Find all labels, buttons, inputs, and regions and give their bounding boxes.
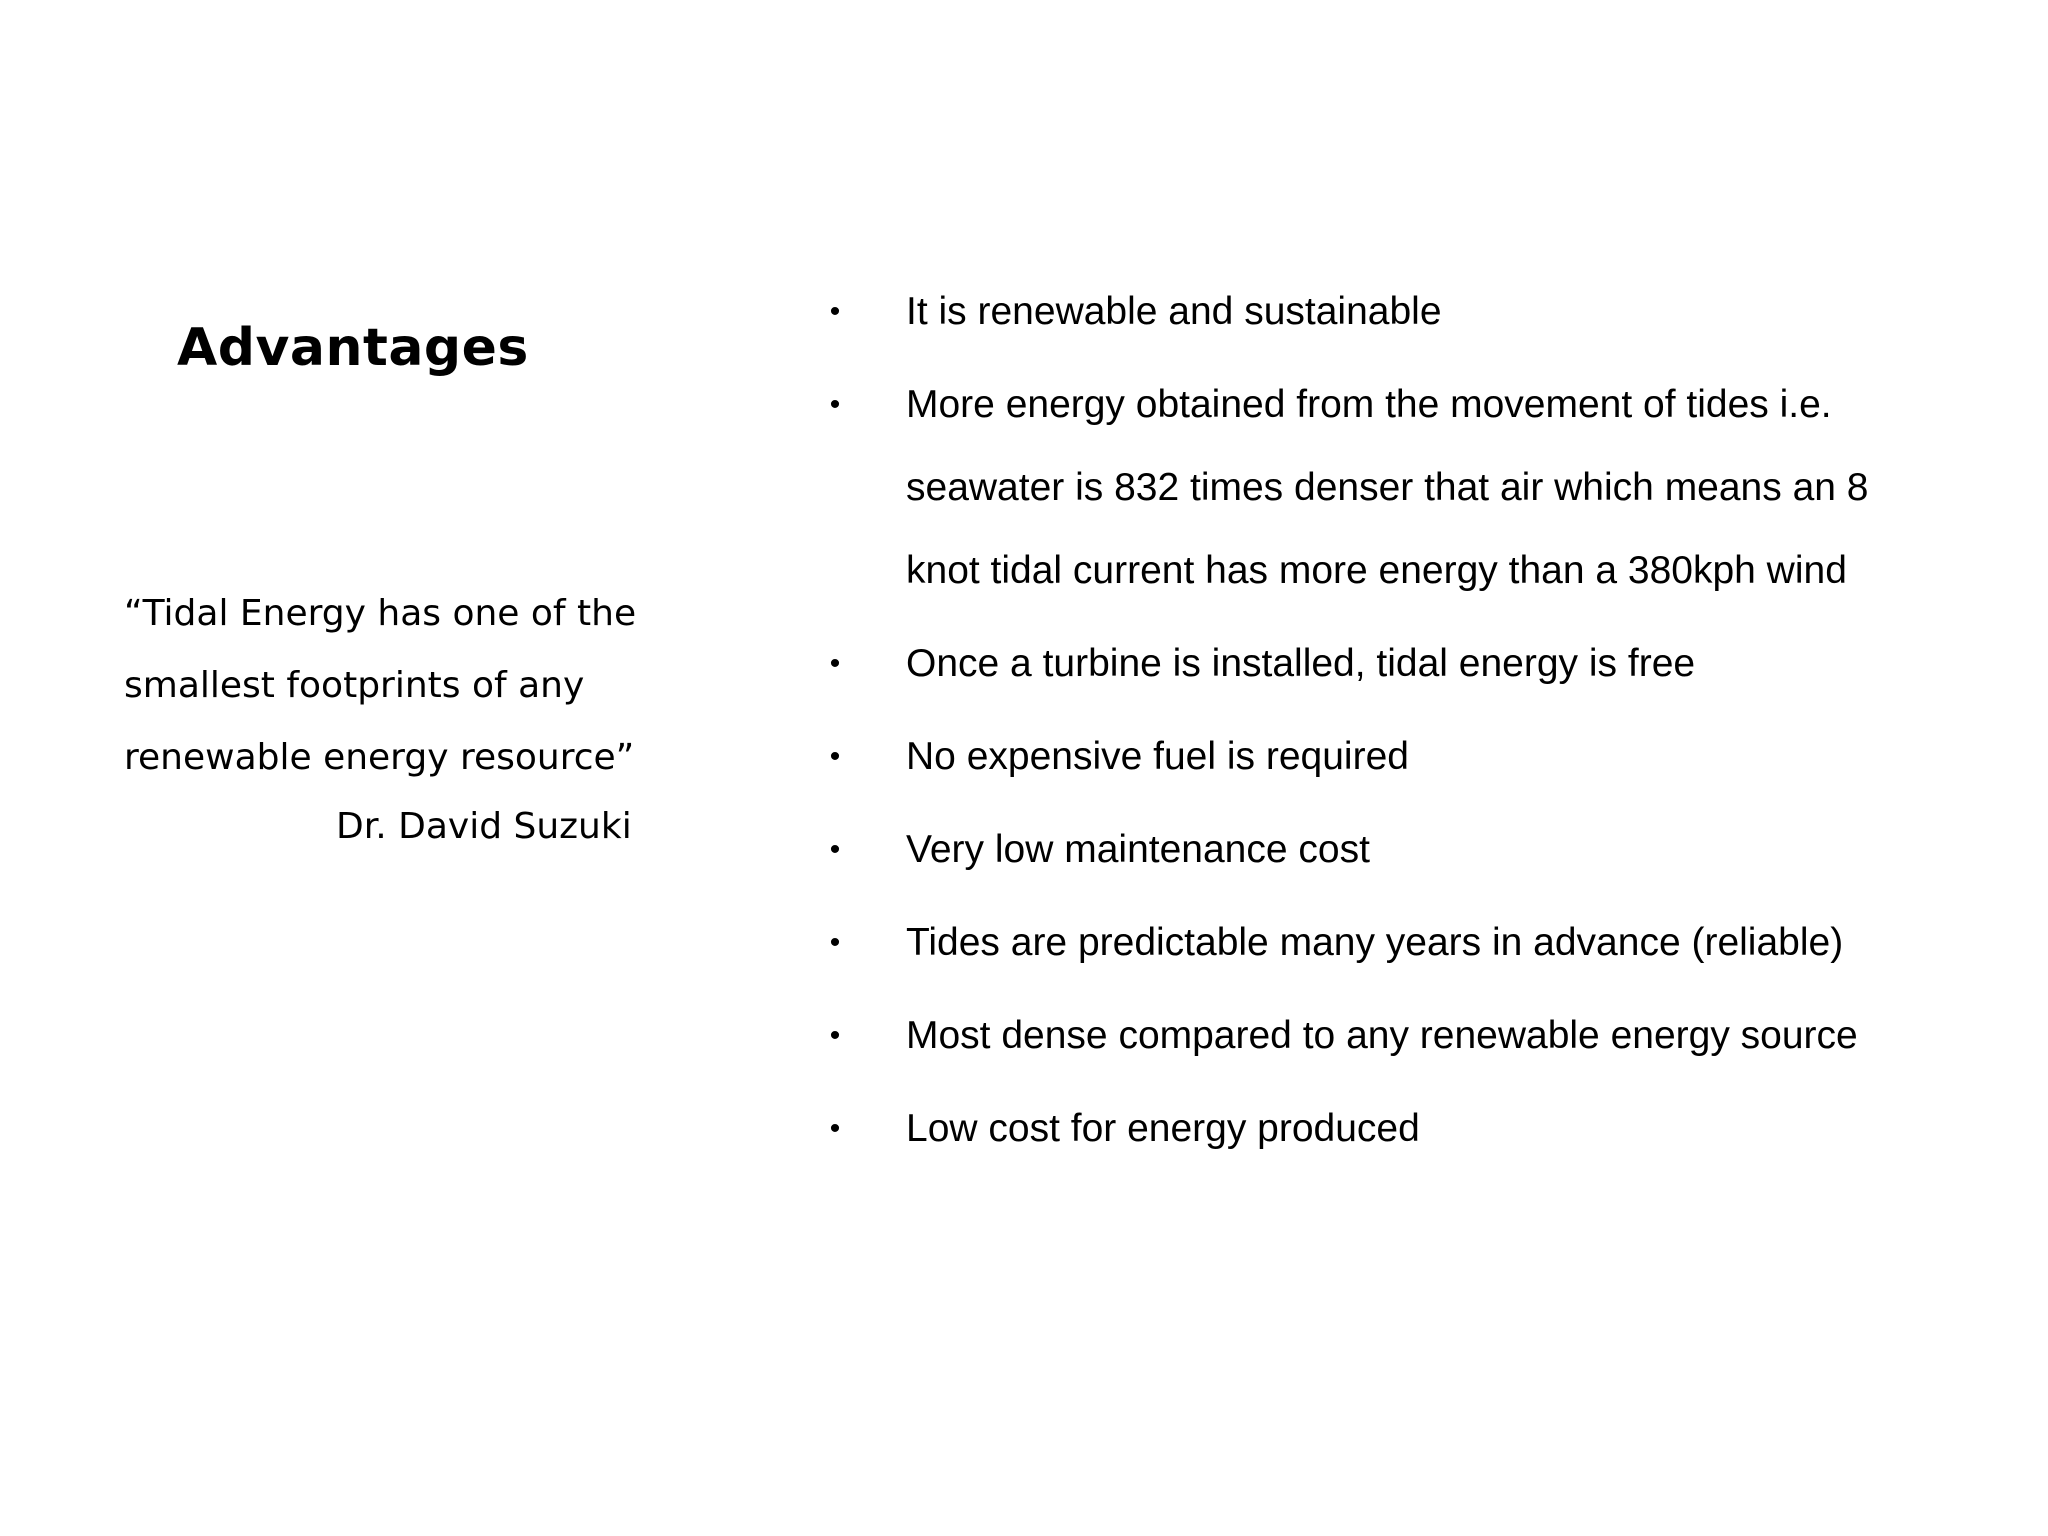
list-item-text bbox=[906, 1087, 2000, 1170]
list-item-text bbox=[906, 808, 2000, 891]
list-item bbox=[820, 363, 2000, 612]
list-item bbox=[820, 901, 2000, 984]
bullet-icon: • bbox=[829, 926, 841, 959]
list-item bbox=[820, 994, 2000, 1077]
list-item-text bbox=[906, 901, 2000, 984]
bullet-icon: • bbox=[829, 1019, 841, 1052]
list-item-line: Low cost for energy produced bbox=[906, 1107, 1420, 1150]
bullet-icon: • bbox=[829, 295, 841, 328]
list-item-text bbox=[906, 994, 2000, 1077]
quote bbox=[124, 578, 684, 794]
list-item bbox=[820, 270, 2000, 353]
list-item-text bbox=[906, 715, 2000, 798]
bullet-icon: • bbox=[829, 833, 841, 866]
list-item-line: It is renewable and sustainable bbox=[906, 290, 1442, 333]
quote-line: “Tidal Energy has one of the bbox=[124, 593, 637, 634]
quote-author: Dr. David Suzuki bbox=[336, 806, 632, 847]
list-item-line: Very low maintenance cost bbox=[906, 828, 1370, 871]
quote-line: smallest footprints of any bbox=[124, 665, 585, 706]
list-item-line: More energy obtained from the movement of tides i.e. bbox=[906, 383, 1832, 426]
quote-line: renewable energy resource” bbox=[124, 737, 635, 778]
list-item bbox=[820, 808, 2000, 891]
advantages-list bbox=[820, 270, 2000, 1180]
list-item-line: Once a turbine is installed, tidal energy is free bbox=[906, 642, 1696, 685]
list-item-line: Tides are predictable many years in advance (reliable) bbox=[906, 921, 1844, 964]
list-item-text bbox=[906, 270, 2000, 353]
bullet-icon: • bbox=[829, 647, 841, 680]
list-item bbox=[820, 1087, 2000, 1170]
list-item bbox=[820, 715, 2000, 798]
list-item-line: Most dense compared to any renewable energy source bbox=[906, 1014, 1858, 1057]
list-item-line: knot tidal current has more energy than a 380kph wind bbox=[906, 549, 1847, 592]
list-item-line: No expensive fuel is required bbox=[906, 735, 1409, 778]
bullet-icon: • bbox=[829, 1112, 841, 1145]
slide-title: Advantages bbox=[177, 318, 529, 378]
list-item bbox=[820, 622, 2000, 705]
list-item-line: seawater is 832 times denser that air which means an 8 bbox=[906, 466, 1869, 509]
list-item-text bbox=[906, 363, 2000, 612]
bullet-icon: • bbox=[829, 388, 841, 421]
list-item-text bbox=[906, 622, 2000, 705]
bullet-icon: • bbox=[829, 740, 841, 773]
